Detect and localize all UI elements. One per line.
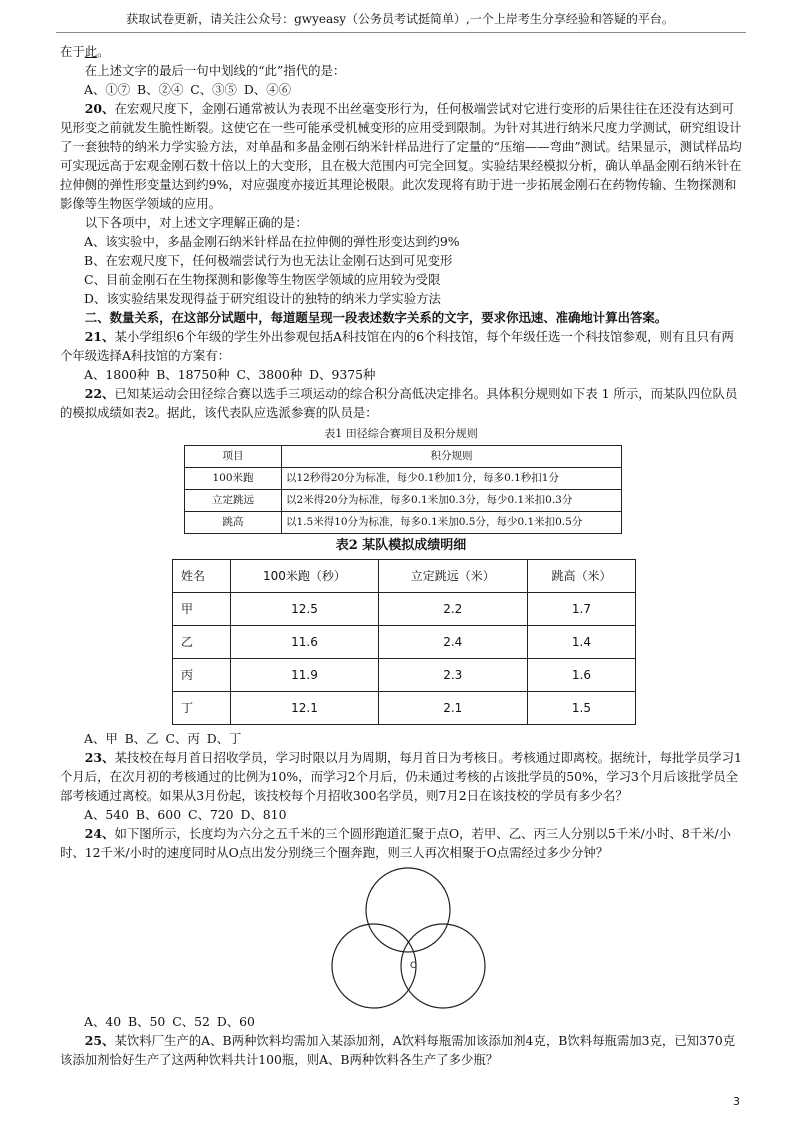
page-header: 获取试卷更新，请关注公众号：gwyeasy（公务员考试挺简单）,一个上岸考生分享经验和答疑的平台。 bbox=[126, 12, 674, 26]
table-header-cell: 姓名 bbox=[173, 560, 231, 593]
three-circles-diagram bbox=[330, 866, 490, 1012]
scoring-rules-table bbox=[184, 445, 622, 534]
q20-option-a: A、该实验中，多晶金刚石纳米针样品在拉伸侧的弹性形变达到约9% bbox=[84, 234, 460, 249]
exam-content bbox=[60, 42, 742, 1069]
q19-prompt: 在上述文字的最后一句中划线的“此”指代的是： bbox=[84, 63, 346, 78]
table-row bbox=[185, 490, 622, 512]
table-cell: 乙 bbox=[173, 626, 231, 659]
q20-option-b: B、在宏观尺度下，任何极端尝试行为也无法让金刚石达到可见变形 bbox=[84, 253, 453, 268]
q20-option-c: C、目前金刚石在生物探测和影像等生物医学领域的应用较为受限 bbox=[84, 272, 441, 287]
q24-stem: 24、如下图所示，长度均为六分之五千米的三个圆形跑道汇聚于点O，若甲、乙、丙三人分别以5千米/小时、8千米/小时、12千米/小时的速度同时从O点出发分别绕三个圈奔跑，则三人再次相聚于O点需经过多少分钟？ bbox=[60, 826, 732, 860]
section-heading: 二、数量关系，在这部分试题中，每道题呈现一段表述数字关系的文字，要求你迅速、准确地计算出答案。 bbox=[84, 310, 668, 325]
q22-stem: 22、已知某运动会田径综合赛以选手三项运动的综合积分高低决定排名。具体积分规则如下表 1 所示，而某队四位队员的模拟成绩如表2。据此，该代表队应选派参赛的队员是： bbox=[60, 386, 738, 420]
track-circle-left bbox=[332, 924, 416, 1008]
table-row bbox=[185, 512, 622, 534]
q21-options: A、1800种 B、18750种 C、3800种 D、9375种 bbox=[84, 367, 376, 382]
table-cell: 2.3 bbox=[378, 659, 527, 692]
table-cell: 甲 bbox=[173, 593, 231, 626]
header-divider bbox=[56, 32, 746, 33]
table-cell: 2.2 bbox=[378, 593, 527, 626]
table-cell: 以12秒得20分为标准，每少0.1秒加1分，每多0.1秒扣1分 bbox=[282, 468, 622, 490]
q23-options: A、540 B、600 C、720 D、810 bbox=[84, 807, 287, 822]
q20-prompt: 以下各项中，对上述文字理解正确的是： bbox=[84, 215, 308, 230]
q19-tail: 在于此。 bbox=[60, 44, 110, 59]
table-cell: 1.4 bbox=[527, 626, 635, 659]
table-cell: 2.1 bbox=[378, 692, 527, 725]
table-cell: 12.5 bbox=[231, 593, 378, 626]
table-cell: 跳高 bbox=[185, 512, 282, 534]
table-cell: 1.7 bbox=[527, 593, 635, 626]
table-header-cell: 积分规则 bbox=[282, 446, 622, 468]
q20-option-d: D、该实验结果发现得益于研究组设计的独特的纳米力学实验方法 bbox=[84, 291, 441, 306]
q20-stem: 20、在宏观尺度下，金刚石通常被认为表现不出丝毫变形行为，任何极端尝试对它进行变形的后果往往在还没有达到可见形变之前就发生脆性断裂。这使它在一些可能承受机械变形的应用受到限制。为针对其进行纳米尺度力学测试，研究组设计了一套独特的纳米力学实验方法，对单晶和多晶金刚石纳米针样品进行了定量的“压缩——弯曲”测试。结果显示，测试样品均可实现远高于宏观金刚石数十倍以上的大变形，且在极大范围内可完全回复。实验结果经模拟分析，确认单晶金刚石纳米针在拉伸侧的弹性形变量达到约9%，对应强度亦接近其理论极限。此次发现将有助于进一步拓展金刚石在药物传输、生物探测和影像等生物医学领域的应用。 bbox=[60, 101, 742, 211]
table-cell: 以2米得20分为标准，每多0.1米加0.3分，每少0.1米扣0.3分 bbox=[282, 490, 622, 512]
table1-caption: 表1 田径综合赛项目及积分规则 bbox=[324, 427, 478, 440]
table-cell: 以1.5米得10分为标准，每多0.1米加0.5分，每少0.1米扣0.5分 bbox=[282, 512, 622, 534]
table-cell: 100米跑 bbox=[185, 468, 282, 490]
table-cell: 12.1 bbox=[231, 692, 378, 725]
table-row bbox=[173, 626, 636, 659]
table-row bbox=[173, 692, 636, 725]
table-header-cell: 跳高（米） bbox=[527, 560, 635, 593]
table-header-row bbox=[173, 560, 636, 593]
table-cell: 丙 bbox=[173, 659, 231, 692]
q22-options: A、甲 B、乙 C、丙 D、丁 bbox=[84, 731, 242, 746]
table-row bbox=[185, 468, 622, 490]
table-cell: 立定跳远 bbox=[185, 490, 282, 512]
table-header-cell: 100米跑（秒） bbox=[231, 560, 378, 593]
table2-caption: 表2 某队模拟成绩明细 bbox=[335, 538, 467, 553]
table-cell: 11.9 bbox=[231, 659, 378, 692]
underlined-word: 此 bbox=[84, 44, 98, 59]
table-cell: 丁 bbox=[173, 692, 231, 725]
q21-stem: 21、某小学组织6个年级的学生外出参观包括A科技馆在内的6个科技馆，每个年级任选一个科技馆参观，则有且只有两个年级选择A科技馆的方案有： bbox=[60, 329, 734, 363]
table-header-row bbox=[185, 446, 622, 468]
table-cell: 11.6 bbox=[231, 626, 378, 659]
point-o-label: O bbox=[410, 961, 418, 971]
q23-stem: 23、某技校在每月首日招收学员，学习时限以月为周期，每月首日为考核日。考核通过即离校。据统计，每批学员学习1个月后，在次月初的考核通过的比例为10%，而学习2个月后，仍未通过考核的占该批学员的50%，学习3个月后该批学员全部考核通过离校。如果从3月份起，该技校每个月招收300名学员，则7月2日在该技校的学员有多少名？ bbox=[60, 750, 742, 803]
table-header-cell: 立定跳远（米） bbox=[378, 560, 527, 593]
scores-table bbox=[172, 559, 636, 725]
q25-stem: 25、某饮料厂生产的A、B两种饮料均需加入某添加剂，A饮料每瓶需加该添加剂4克，B饮料每瓶需加3克，已知370克该添加剂恰好生产了这两种饮料共计100瓶，则A、B两种饮料各生产了多少瓶？ bbox=[60, 1033, 736, 1067]
table-header-cell: 项目 bbox=[185, 446, 282, 468]
q24-options: A、40 B、50 C、52 D、60 bbox=[84, 1014, 255, 1029]
track-circle-top bbox=[366, 868, 450, 952]
table-cell: 1.5 bbox=[527, 692, 635, 725]
table-cell: 1.6 bbox=[527, 659, 635, 692]
q19-options: A、①⑦ B、②④ C、③⑤ D、④⑥ bbox=[84, 82, 291, 97]
page-number: 3 bbox=[733, 1095, 740, 1108]
table-cell: 2.4 bbox=[378, 626, 527, 659]
table-row bbox=[173, 659, 636, 692]
table-row bbox=[173, 593, 636, 626]
